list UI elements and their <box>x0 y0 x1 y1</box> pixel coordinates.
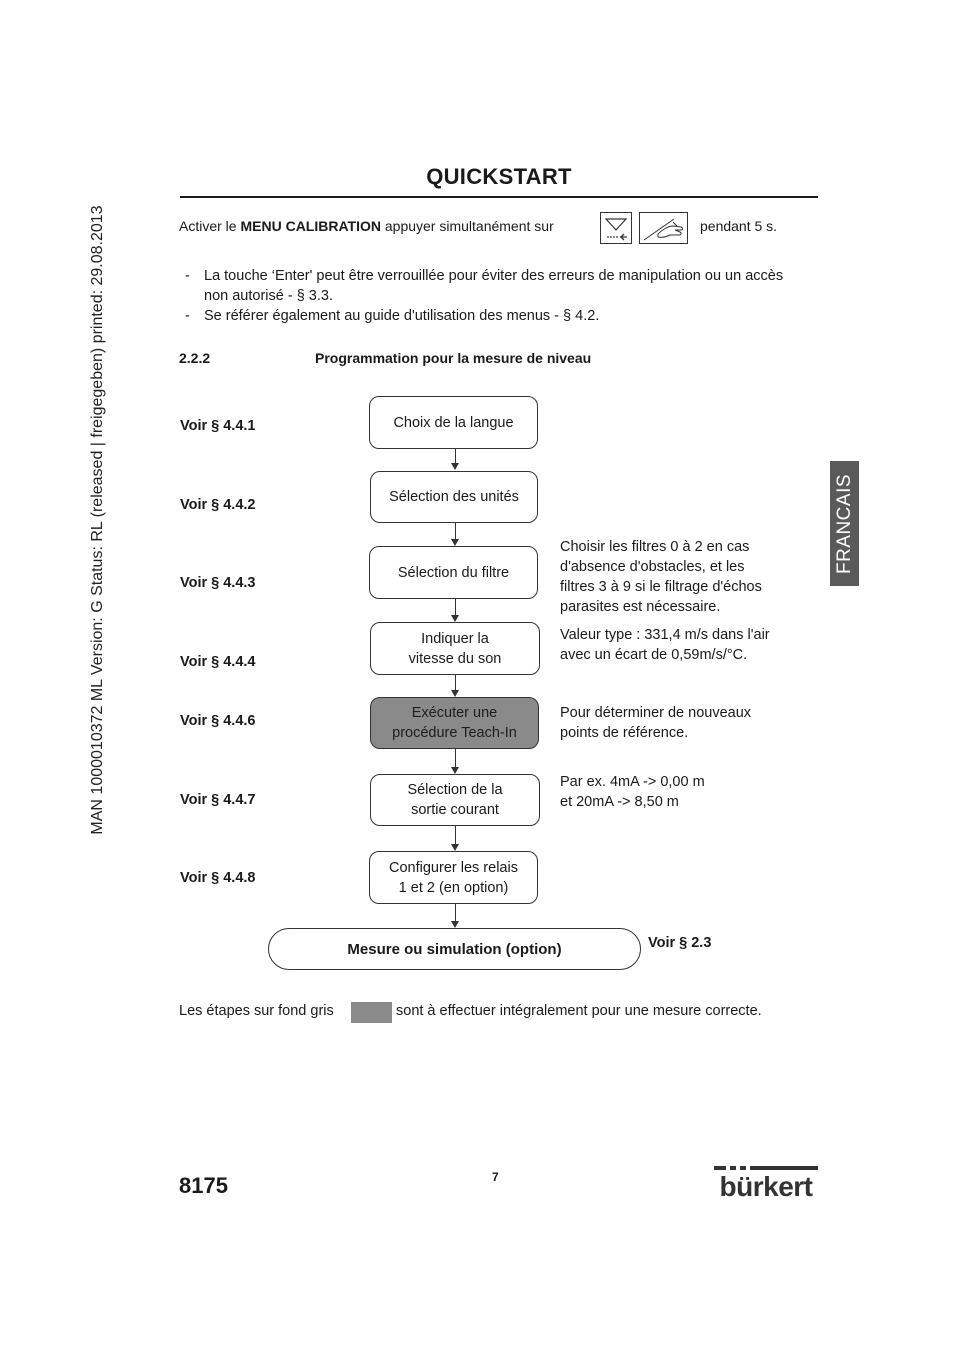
step-reference: Voir § 4.4.2 <box>180 497 256 513</box>
connector-line <box>455 599 456 615</box>
page-number: 7 <box>492 1170 499 1184</box>
bullet-dash: - <box>185 308 190 324</box>
connector-line <box>455 826 456 844</box>
arrow-down-icon <box>451 463 459 470</box>
burkert-logo <box>712 1164 820 1204</box>
footnote-before: Les étapes sur fond gris <box>179 1003 334 1019</box>
title-rule <box>180 196 818 198</box>
flow-step-filter: Sélection du filtre <box>369 546 538 599</box>
flow-step-language: Choix de la langue <box>369 396 538 449</box>
arrow-down-icon <box>451 921 459 928</box>
step-reference: Voir § 4.4.6 <box>180 713 256 729</box>
arrow-down-icon <box>451 539 459 546</box>
flow-step-units: Sélection des unités <box>370 471 538 523</box>
connector-line <box>455 523 456 539</box>
language-tab-label: FRANCAIS <box>833 473 855 574</box>
arrow-down-icon <box>451 767 459 774</box>
bullet-dash: - <box>185 268 190 284</box>
step-reference: Voir § 4.4.7 <box>180 792 256 808</box>
list-item <box>185 266 805 306</box>
flow-step-relays: Configurer les relais 1 et 2 (en option) <box>369 851 538 904</box>
step-reference: Voir § 4.4.4 <box>180 654 256 670</box>
arrow-down-icon <box>451 615 459 622</box>
footnote-after: sont à effectuer intégralement pour une mesure correcte. <box>396 1003 762 1019</box>
sound-speed-note: Valeur type : 331,4 m/s dans l'air avec un écart de 0,59m/s/°C. <box>560 627 770 663</box>
bullet-list <box>185 266 805 326</box>
intro-text <box>179 218 554 234</box>
intro-duration: pendant 5 s. <box>700 218 778 234</box>
connector-line <box>455 675 456 690</box>
arrow-down-icon <box>451 690 459 697</box>
section-title: Programmation pour la mesure de niveau <box>315 350 592 366</box>
flow-step-teach-in: Exécuter une procédure Teach-In <box>370 697 539 749</box>
connector-line <box>455 904 456 921</box>
bullet-text: Se référer également au guide d'utilisation des menus - § 4.2. <box>204 308 600 324</box>
flow-step-sound-speed: Indiquer la vitesse du son <box>370 622 540 675</box>
document-status-line: MAN 1000010372 ML Version: G Status: RL (released | freigegeben) printed: 29.08.2013 <box>89 205 106 835</box>
arrow-down-enter-key-icon <box>600 212 632 244</box>
intro-suffix: appuyer simultanément sur <box>380 218 554 234</box>
step-reference: Voir § 4.4.3 <box>180 575 256 591</box>
teach-in-note: Pour déterminer de nouveaux points de référence. <box>560 705 752 741</box>
flow-step-current-output: Sélection de la sortie courant <box>370 774 540 826</box>
logo-text: bürkert <box>719 1171 813 1202</box>
arrow-down-icon <box>451 844 459 851</box>
intro-menu-name: MENU CALIBRATION <box>240 218 381 234</box>
intro-prefix: Activer le <box>179 218 241 234</box>
final-reference: Voir § 2.3 <box>648 935 712 951</box>
connector-line <box>455 749 456 767</box>
filter-note: Choisir les filtres 0 à 2 en cas d'absence d'obstacles, et les filtres 3 à 9 si le filtrage d'échos parasites est nécessaire. <box>560 539 762 615</box>
flow-step-measurement: Mesure ou simulation (option) <box>268 928 641 970</box>
hand-pointer-key-icon <box>639 212 688 244</box>
page-title: QUICKSTART <box>426 164 572 189</box>
connector-line <box>455 449 456 463</box>
step-reference: Voir § 4.4.8 <box>180 870 256 886</box>
language-tab <box>830 461 859 586</box>
current-output-note: Par ex. 4mA -> 0,00 m et 20mA -> 8,50 m <box>560 774 705 810</box>
list-item <box>185 306 805 326</box>
bullet-text: La touche ‘Enter' peut être verrouillée pour éviter des erreurs de manipulation ou un accès non autorisé - § 3.3. <box>204 268 784 304</box>
section-number: 2.2.2 <box>179 350 211 366</box>
grey-step-swatch <box>351 1002 392 1023</box>
model-number: 8175 <box>179 1173 228 1198</box>
step-reference: Voir § 4.4.1 <box>180 418 256 434</box>
